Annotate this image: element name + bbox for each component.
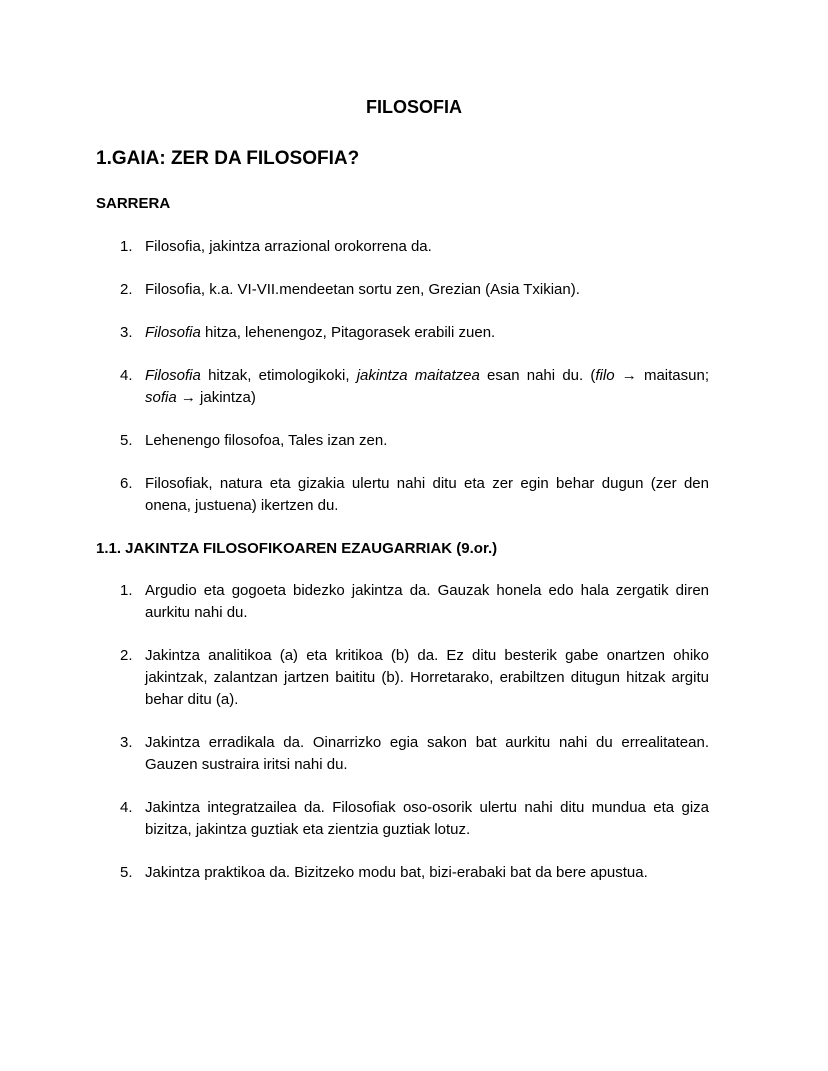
item-text: hitza, lehenengoz, Pitagorasek erabili zuen. xyxy=(200,324,496,341)
section-list xyxy=(96,580,709,884)
section-heading: 1.1. JAKINTZA FILOSOFIKOAREN EZAUGARRIAK (9.or.) xyxy=(96,540,498,557)
intro-item-3 xyxy=(96,322,709,344)
spacer xyxy=(96,258,709,279)
item-number: 5. xyxy=(120,864,133,881)
intro-item-1 xyxy=(96,236,709,258)
item-text: Lehenengo filosofoa, Tales izan zen. xyxy=(145,432,388,449)
item-number: 3. xyxy=(120,734,133,751)
spacer xyxy=(96,776,709,797)
item-text: → maitasun; xyxy=(614,367,710,384)
spacer xyxy=(96,841,709,862)
section-item-3 xyxy=(96,732,709,776)
intro-item-4 xyxy=(96,365,709,409)
item-number: 2. xyxy=(120,647,133,664)
item-number: 3. xyxy=(120,324,133,341)
item-text: Jakintza praktikoa da. Bizitzeko modu bat, bizi-erabaki bat da bere apustua. xyxy=(145,864,648,881)
intro-list xyxy=(96,236,709,517)
spacer xyxy=(96,711,709,732)
item-text: Jakintza analitikoa (a) eta kritikoa (b) da. Ez ditu besterik gabe onartzen ohiko jakintzak, zalantzan jartzen baititu (b). Horretarako, erabiltzen ditugun hitzak argitu behar ditu (a). xyxy=(145,647,709,708)
topic-heading: 1.GAIA: ZER DA FILOSOFIA? xyxy=(96,148,360,169)
item-number: 6. xyxy=(120,475,133,492)
item-text: Argudio eta gogoeta bidezko jakintza da. Gauzak honela edo hala zergatik diren aurkitu nahi du. xyxy=(145,582,709,621)
item-term: Filosofia xyxy=(145,324,201,341)
item-meaning: jakintza maitatzea xyxy=(356,367,480,384)
item-number: 4. xyxy=(120,367,133,384)
item-text: Jakintza integratzailea da. Filosofiak oso-osorik ulertu nahi ditu mundua eta giza bizitza, jakintza guztiak eta zientzia guztiak lotuz. xyxy=(145,799,709,838)
spacer xyxy=(96,624,709,645)
item-text: esan nahi du. ( xyxy=(479,367,596,384)
intro-item-5 xyxy=(96,430,709,452)
section-item-4 xyxy=(96,797,709,841)
item-number: 5. xyxy=(120,432,133,449)
item-etymology-filo: filo xyxy=(595,367,615,384)
item-text: Filosofiak, natura eta gizakia ulertu nahi ditu eta zer egin behar dugun (zer den onena, justuena) ikertzen du. xyxy=(145,475,709,514)
item-number: 1. xyxy=(120,238,133,255)
document-title: FILOSOFIA xyxy=(366,97,462,117)
section-item-5 xyxy=(96,862,709,884)
item-etymology-sofia: sofia xyxy=(145,389,177,406)
section-item-2 xyxy=(96,645,709,711)
item-text: Jakintza erradikala da. Oinarrizko egia sakon bat aurkitu nahi du errealitatean. Gauzen sustraira iritsi nahi du. xyxy=(145,734,709,773)
item-text: Filosofia, jakintza arrazional orokorrena da. xyxy=(145,238,432,255)
item-number: 4. xyxy=(120,799,133,816)
spacer xyxy=(96,301,709,322)
item-number: 1. xyxy=(120,582,133,599)
item-text: hitzak, etimologikoki, xyxy=(200,367,357,384)
item-text: Filosofia, k.a. VI-VII.mendeetan sortu zen, Grezian (Asia Txikian). xyxy=(145,281,580,298)
item-text: → jakintza) xyxy=(176,389,256,406)
spacer xyxy=(96,452,709,473)
intro-heading: SARRERA xyxy=(96,195,171,212)
section-item-1 xyxy=(96,580,709,624)
spacer xyxy=(96,344,709,365)
intro-item-2 xyxy=(96,279,709,301)
item-number: 2. xyxy=(120,281,133,298)
item-term: Filosofia xyxy=(145,367,201,384)
intro-item-6 xyxy=(96,473,709,517)
spacer xyxy=(96,409,709,430)
